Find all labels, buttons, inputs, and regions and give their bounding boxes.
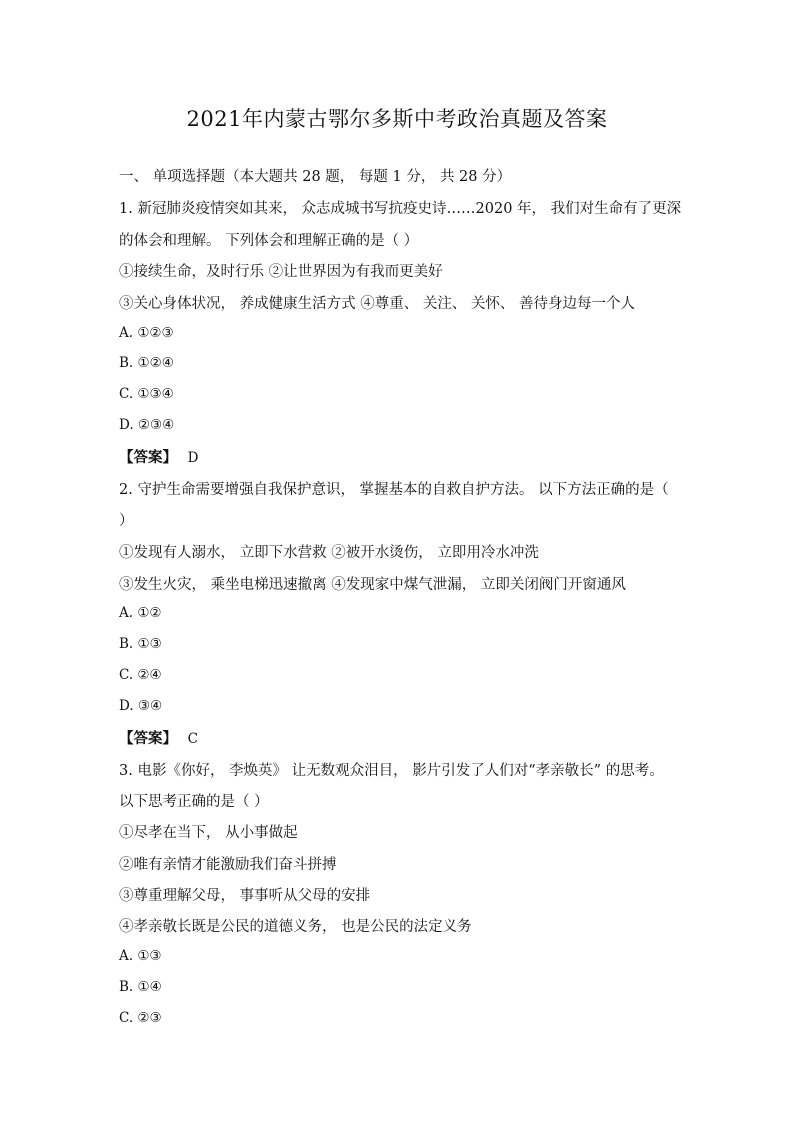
q2-stem-line1: 2. 守护生命需要增强自我保护意识， 掌握基本的自救自护方法。 以下方法正确的是（ [119,482,669,498]
q1-answer-row [119,446,198,467]
q3-statement-3: ③尊重理解父母， 事事听从父母的安排 [119,888,371,904]
q3-statement-4: ④孝亲敬长既是公民的道德义务， 也是公民的法定义务 [119,919,472,935]
q3-option-a: A. ①③ [119,948,162,964]
q2-option-c: C. ②④ [119,667,162,683]
q1-statements-line1: ①接续生命，及时行乐 ②让世界因为有我而更美好 [119,264,443,280]
q2-answer-value: C [187,731,198,747]
q2-option-b: B. ①③ [119,636,162,652]
q1-option-b: B. ①②④ [119,355,174,371]
q3-option-c: C. ②③ [119,1010,162,1026]
q1-option-d: D. ②③④ [119,417,175,433]
q3-stem-line2: 以下思考正确的是（ ） [119,794,269,810]
q1-stem-line1: 1. 新冠肺炎疫情突如其来， 众志成城书写抗疫史诗……2020 年， 我们对生命有了更深 [119,201,682,217]
q1-answer-value: D [187,450,199,466]
q3-statement-2: ②唯有亲情才能激励我们奋斗拼搏 [119,857,337,873]
q3-statement-1: ①尽孝在当下， 从小事做起 [119,825,298,841]
q2-option-a: A. ①② [119,605,162,621]
q1-option-a: A. ①②③ [119,325,174,341]
q2-stem-line2: ） [119,513,134,529]
section-header: 一、 单项选择题（本大题共 28 题， 每题 1 分， 共 28 分） [119,169,512,185]
q2-answer-row [119,727,198,748]
q1-statements-line2: ③关心身体状况， 养成健康生活方式 ④尊重、 关注、 关怀、 善待身边每一个人 [119,296,636,312]
q2-answer-label: 【答案】 [119,730,177,747]
q3-stem-line1: 3. 电影《你好， 李焕英》 让无数观众泪目， 影片引发了人们对“孝亲敬长” 的思考。 [119,763,664,779]
document-title: 2021年内蒙古鄂尔多斯中考政治真题及答案 [186,107,608,131]
q2-option-d: D. ③④ [119,698,163,714]
q1-answer-label: 【答案】 [119,449,177,466]
q1-option-c: C. ①③④ [119,386,174,402]
q1-stem-line2: 的体会和理解。 下列体会和理解正确的是（ ） [119,233,419,249]
q3-option-b: B. ①④ [119,979,162,995]
q2-statements-line2: ③发生火灾， 乘坐电梯迅速撤离 ④发现家中煤气泄漏， 立即关闭阀门开窗通风 [119,577,626,593]
q2-statements-line1: ①发现有人溺水， 立即下水营救 ②被开水烫伤， 立即用冷水冲洗 [119,545,539,561]
